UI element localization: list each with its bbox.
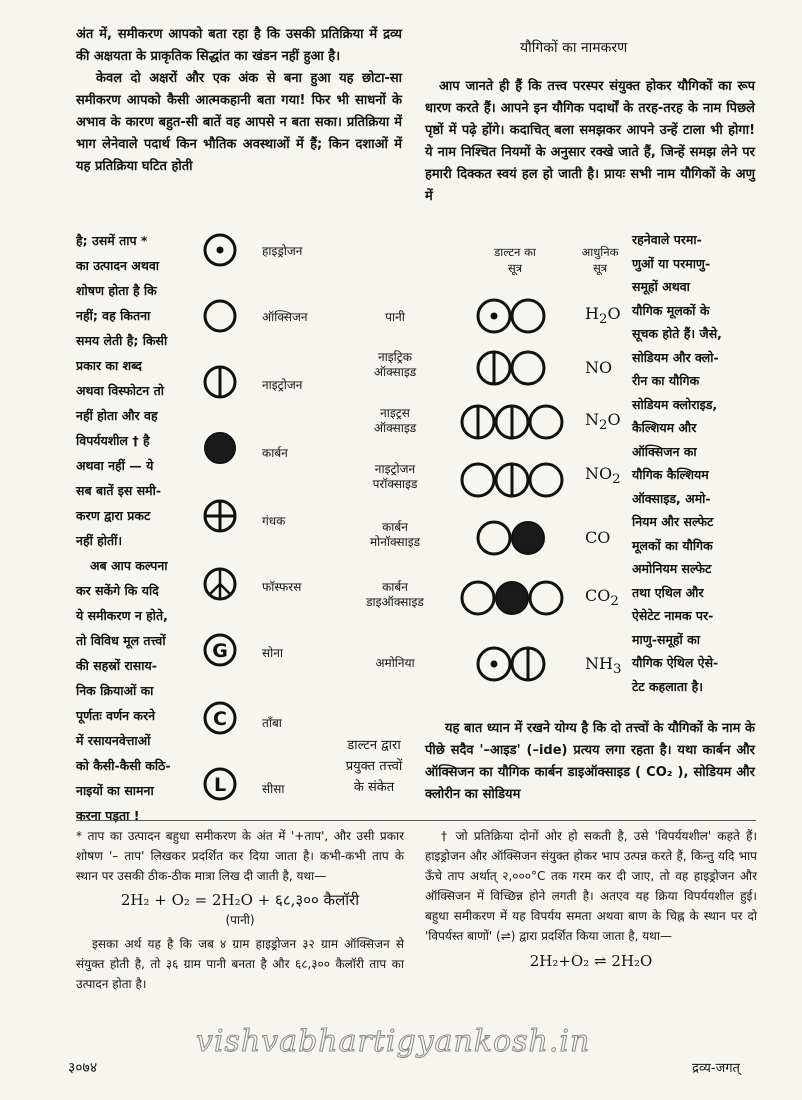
figure-caption: डाल्टन द्वारा प्रयुक्त तत्त्वों के संकेत [345, 738, 403, 795]
text-line: रीन का यौगिक [632, 373, 700, 388]
peace-circle-icon [200, 564, 240, 604]
paragraph: आप जानते ही हैं कि तत्त्व परस्पर संयुक्त होकर यौगिकों का रूप धारण करते हैं। आपने इन यौगिक पदार्थों के तरह-तरह के नाम पिछले पृष्ठों में पढ़े होंगे। कदाचित् बला समझकर आपने उन्हें टाला भी होगा! ये नाम निश्चित नियमों के अनुसार रक्खे जाते हैं, जिन्हें समझ लेने पर हमारी दिक्कत स्वयं हल हो जाती है। प्रायः सभी नाम यौगिकों के अणु में [425, 79, 755, 204]
footnote-text: इसका अर्थ यह है कि जब ४ ग्राम हाइड्रोजन ३२ ग्राम ऑक्सिजन से संयुक्त होती है, तो ३६ ग्राम पानी बनता है और ६८,३०० कैलॉरी ताप का उत्पादन होता है। [76, 937, 404, 991]
footnote-right [425, 826, 757, 970]
compound-name: नाइट्रस ऑक्साइड [373, 406, 417, 435]
dalton-nitric-oxide [474, 348, 564, 388]
text-line: ये समीकरण न होते, [76, 608, 168, 623]
left-top-text [76, 24, 402, 178]
symbol-letter: G [212, 640, 228, 662]
footnote-equation: 2H₂ + O₂ = 2H₂O + ६८,३०० कैलॉरी [120, 891, 360, 909]
text-line: करना पड़ता ! [76, 808, 140, 823]
dot-circle-icon [200, 230, 240, 270]
dalton-nitrous-oxide [458, 402, 578, 442]
symbol-gold [200, 630, 240, 670]
footnote-divider [76, 820, 756, 821]
compound-name: पानी [385, 310, 405, 324]
text-line: यौगिक मूलकों के [632, 302, 710, 318]
dalton-water [474, 296, 564, 336]
symbol-sulphur [200, 496, 240, 536]
dalton-formula-header: डाल्टन का सूत्र [494, 245, 536, 275]
text-line: सब बातें इस समी- [76, 483, 162, 498]
text-line: पूर्णतः वर्णन करने [76, 708, 156, 723]
symbol-label: फॉस्फरस [262, 580, 302, 594]
dalton-ammonia [474, 644, 564, 684]
footnote-text: † जो प्रतिक्रिया दोनों ओर हो सकती है, उसे 'विपर्ययशील' कहते हैं। हाइड्रोजन और ऑक्सिजन संयुक्त होकर भाप उत्पन्न करते हैं, किन्तु यदि भाप ऊँचे ताप अर्थात् २,०००°C तक गरम कर दी जाए, तो वह हाइड्रोजन और ऑक्सिजन में विच्छिन्न होने लगती है। अतएव यह क्रिया विपर्ययशील हुई। बहुधा समीकरण में यह विपर्यय समता अथवा बाण के चिह्न के स्थान पर दो 'विपर्यस्त बाणों' (⇌) द्वारा प्रदर्शित किया जाता है, यथा— [425, 829, 757, 943]
text-line: करण द्वारा प्रकट [76, 508, 151, 523]
symbol-label: ऑक्सिजन [262, 310, 308, 324]
mid-bottom-text [425, 718, 755, 806]
text-line: है; उसमें ताप * [76, 233, 148, 248]
paragraph: अंत में, समीकरण आपको बता रहा है कि उसकी प्रतिक्रिया में द्रव्य की अक्षयता के प्राकृतिक सिद्धांत का खंडन नहीं हुआ है। [76, 27, 402, 64]
modern-formula-header: आधुनिक सूत्र [581, 245, 619, 275]
empty-circle-icon [200, 296, 240, 336]
watermark: vishvabhartigyankosh.in [196, 1024, 591, 1059]
text-line: समय लेती है; किसी [76, 333, 168, 348]
text-line: निक क्रियाओं का [76, 683, 154, 698]
filled-circle-icon [200, 428, 240, 468]
text-line: को कैसी-कैसी कठि- [76, 758, 171, 773]
compound-name: कार्बन मोनॉक्साइड [369, 520, 421, 549]
text-line: नहीं; वह कितना [76, 308, 151, 323]
compound-table [340, 292, 640, 692]
text-line: मूलकों का यौगिक [632, 537, 713, 553]
left-narrow-column [76, 228, 188, 828]
dalton-symbols-list [200, 230, 330, 810]
text-line: सूचक होते हैं। जैसे, [632, 326, 722, 341]
symbol-label: गंधक [262, 514, 286, 528]
symbol-label: सीसा [262, 782, 285, 796]
text-line: विपर्ययशील † है [76, 433, 150, 448]
dalton-carbon-monoxide [474, 518, 564, 558]
letter-g-circle-icon [200, 630, 240, 670]
modern-formula: $H_2O$ [585, 304, 621, 328]
text-line: यौगिक ऐथिल ऐसे- [632, 655, 719, 670]
paragraph: केवल दो अक्षरों और एक अंक से बना हुआ यह छोटा-सा समीकरण आपको कैसी आत्मकहानी बता गया! फिर भी साधनों के अभाव के कारण बहुत-सी बातें वह आपसे न बता सका। प्रतिक्रिया में भाग लेनेवाले पदार्थ किन भौतिक अवस्थाओं में हैं; किन दशाओं में यह प्रतिक्रिया घटित होती [76, 71, 402, 174]
dalton-carbon-dioxide [458, 578, 578, 618]
compound-name: अमोनिया [375, 656, 415, 670]
text-line: का उत्पादन अथवा [76, 258, 160, 273]
modern-formula: $NH_3$ [585, 654, 622, 678]
text-line: माणु-समूहों का [632, 631, 700, 647]
text-line: सोडियम और क्लो- [632, 349, 719, 365]
text-line: शोषण होता है कि [76, 283, 157, 298]
text-line: कर सकेंगे कि यदि [76, 583, 159, 598]
modern-formula: $NO_2$ [585, 464, 621, 488]
letter-l-circle-icon [200, 764, 240, 804]
symbol-copper [200, 698, 240, 738]
symbol-label: ताँबा [262, 716, 282, 730]
text-line: अब आप कल्पना [90, 558, 168, 573]
text-line: ऑक्साइड, अमो- [632, 490, 711, 506]
footnote-text: * ताप का उत्पादन बहुधा समीकरण के अंत में '+ताप', और उसी प्रकार शोषण '– ताप' लिखकर प्रदर्शित कर दिया जाता है। कभी-कभी ताप के स्थान पर उसकी ठीक-ठीक मात्रा लिख दी जाती है, यथा— [76, 829, 404, 883]
text-line: अथवा नहीं — ये [76, 458, 154, 473]
compound-name: नाइट्रोजन परॉक्साइड [372, 462, 418, 491]
footnote-left [76, 826, 404, 994]
symbol-label: नाइट्रोजन [262, 378, 303, 392]
right-top-text [425, 76, 755, 208]
section-heading: यौगिकों का नामकरण [520, 40, 628, 56]
compound-name: नाइट्रिक ऑक्साइड [373, 350, 417, 379]
text-line: ऐसेटेट नामक पर- [632, 608, 714, 623]
text-line: यौगिक कैल्शियम [632, 467, 709, 482]
text-line: की सहस्रों रासाय- [76, 658, 157, 673]
symbol-nitrogen [200, 362, 240, 402]
text-line: नहीं होतीं। [76, 533, 123, 548]
paragraph: यह बात ध्यान में रखने योग्य है कि दो तत्त्वों के यौगिकों के नाम के पीछे सदैव '–आइड' (–ide) प्रत्यय लगा रहता है। यथा कार्बन और ऑक्सिजन का यौगिक कार्बन डाइऑक्साइड ( CO₂ ), सोडियम और क्लोरीन का सोडियम [425, 721, 755, 802]
modern-formula: NO [585, 358, 613, 377]
modern-formula: $N_2O$ [585, 410, 621, 434]
footnote-equation: 2H₂+O₂ ⇌ 2H₂O [529, 952, 653, 970]
text-line: ऑक्सिजन का [632, 443, 697, 459]
text-line: में रसायनवेत्ताओं [76, 733, 151, 748]
symbol-hydrogen [200, 230, 240, 270]
running-title: द्रव्य-जगत् [692, 1061, 740, 1076]
dalton-nitrogen-peroxide [458, 460, 578, 500]
text-line: कैल्शियम और [632, 420, 697, 435]
text-line: णुओं या परमाणु- [632, 255, 711, 271]
vertical-bar-circle-icon [200, 362, 240, 402]
symbol-phosphorus [200, 564, 240, 604]
cross-circle-icon [200, 496, 240, 536]
text-line: सोडियम क्लोराइड, [632, 396, 718, 412]
symbol-oxygen [200, 296, 240, 336]
text-line: अथवा विस्फोटन तो [76, 383, 164, 398]
text-line: टेट कहलाता है। [632, 678, 703, 694]
text-line: तथा एथिल और [632, 584, 704, 600]
modern-formula: CO [585, 528, 611, 547]
footnote-equation-note: (पानी) [225, 913, 255, 927]
symbol-label: कार्बन [262, 446, 288, 460]
text-line: नहीं होता और वह [76, 408, 158, 423]
text-line: रहनेवाले परमा- [632, 232, 702, 247]
modern-formula: $CO_2$ [585, 586, 619, 610]
text-line: समूहों अथवा [632, 279, 690, 294]
symbol-lead [200, 764, 240, 804]
text-line: नाइयों का सामना [76, 783, 154, 798]
symbol-label: सोना [262, 646, 283, 660]
text-line: प्रकार का शब्द [76, 358, 142, 373]
symbol-label: हाइड्रोजन [262, 244, 303, 258]
right-narrow-column [632, 228, 756, 698]
symbol-letter: L [213, 774, 227, 796]
compound-name: कार्बन डाइऑक्साइड [366, 580, 424, 609]
page-number: ३०७४ [68, 1060, 98, 1076]
symbol-letter: C [213, 708, 227, 730]
text-line: अमोनियम सल्फेट [632, 561, 712, 576]
symbol-carbon [200, 428, 240, 468]
text-line: नियम और सल्फेट [632, 514, 714, 529]
text-line: तो विविध मूल तत्त्वों [76, 633, 166, 648]
letter-c-circle-icon [200, 698, 240, 738]
